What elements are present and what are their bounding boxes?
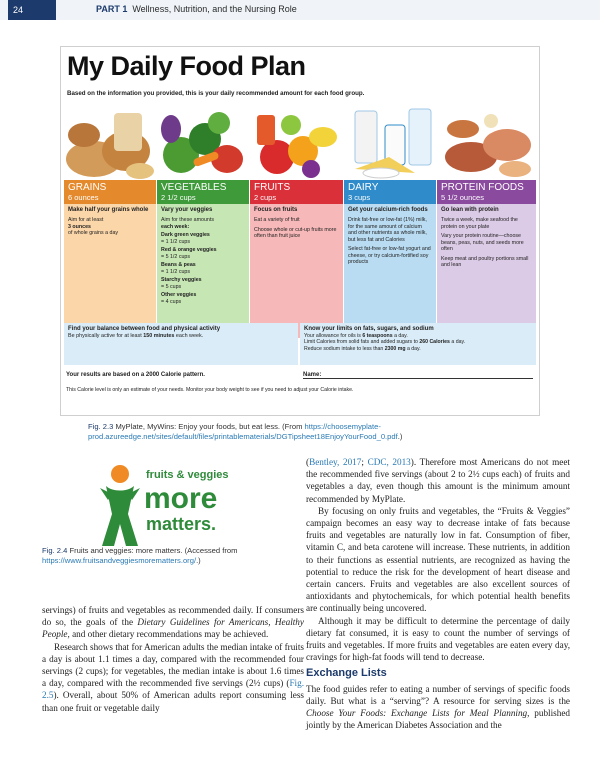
advice-line: 3 ounces <box>68 223 91 230</box>
left-column-text <box>42 604 304 714</box>
estimate-note: This Calorie level is only an estimate of your needs. Monitor your body weight to see if you need to adjust your Calorie intake. <box>66 387 354 393</box>
food-group-amount: 5 1/2 ounces <box>441 193 484 202</box>
balance-text: Be physically active for at least 150 minutes each week. <box>68 333 204 339</box>
food-group-header <box>344 180 436 204</box>
food-group-columns <box>64 180 536 338</box>
advice-line: Make half your grains whole <box>68 207 149 213</box>
name-field: Name: <box>303 372 533 379</box>
right-paragraph-2: By focusing on only fruits and vegetables, the “Fruits & Veggies” campaign becomes an easy way to decrease intake of fats because fruits and vegetables are naturally low in fat. Consumption of fiber, vitamin C, and beta carotene will increase. These nutrients, in addition to their functions as essential nutrients, are recognized as having the potential to reduce the risk for the development of heart disease and certain cancers. Fruits and vegetables are also excellent sources of antioxidants and phytochemicals, for which potential health benefits are continually being uncovered. <box>306 505 570 614</box>
advice-line: Drink fat-free or low-fat (1%) milk, for the same amount of calcium and other nutrients as whole milk, but less fat and Calories <box>348 217 427 243</box>
food-group-advice <box>64 204 156 338</box>
advice-line: Vary your veggies <box>161 207 213 213</box>
food-group-header <box>250 180 343 204</box>
calorie-pattern: Your results are based on a 2000 Calorie pattern. <box>66 372 205 378</box>
advice-line: = 5 1/2 cups <box>161 253 191 260</box>
advice-line: Aim for these amounts <box>161 217 214 223</box>
grains-image <box>64 99 156 181</box>
left-paragraph-2: Research shows that for American adults the median intake of fruits a day is about 1.1 times a day, compared with the recommended four servings (2 cups); for vegetables, the median intake is about 1.6 times a day, compared with the recommended five servings (2½ cups) (Fig. 2.5). Overall, about 50% of American adults report consuming less than one fruit or vegetable daily <box>42 641 304 713</box>
advice-line: Aim for at least <box>68 217 104 223</box>
advice-line: Eat a variety of fruit <box>254 217 300 223</box>
food-group-header <box>437 180 536 204</box>
food-group-0 <box>64 180 156 338</box>
fig-2-4-label: Fig. 2.4 <box>42 546 68 555</box>
limits-oils: Your allowance for oils is 6 teaspoons a day. <box>304 332 408 339</box>
food-group-amount: 3 cups <box>348 193 371 202</box>
logo-line-1: fruits & veggies <box>146 469 229 481</box>
plan-subtitle: Based on the information you provided, this is your daily recommended amount for each food group. <box>67 90 365 97</box>
food-group-header <box>157 180 249 204</box>
food-group-advice <box>437 204 536 338</box>
advice-line: Choose whole or cut-up fruits more often than fruit juice <box>254 226 337 239</box>
fig-2-3-label: Fig. 2.3 <box>88 422 114 431</box>
limits-sodium: Reduce sodium intake to less than 2300 mg a day. <box>304 345 421 352</box>
advice-line: Vary your protein routine—choose beans, peas, nuts, and seeds more often <box>441 233 524 252</box>
vegetables-image <box>157 99 249 181</box>
food-group-2 <box>250 180 343 338</box>
plan-title: My Daily Food Plan <box>67 51 306 81</box>
ref-bentley[interactable]: Bentley, 2017 <box>309 457 362 467</box>
advice-line: Beans & peas <box>161 262 196 268</box>
food-group-3 <box>344 180 436 338</box>
food-group-amount: 6 ounces <box>68 193 99 202</box>
left-paragraph-1: servings) of fruits and vegetables as recommended daily. If consumers do so, the goals of the Dietary Guidelines for Americans, Healthy People, and other dietary recommendations may be achieved. <box>42 605 304 640</box>
dairy-image <box>345 99 437 181</box>
advice-line: Red & orange veggies <box>161 247 217 253</box>
advice-line: Get your calcium-rich foods <box>348 207 428 213</box>
food-group-name: FRUITS <box>254 182 291 193</box>
food-group-name: DAIRY <box>348 182 379 193</box>
fig-2-3-caption: Fig. 2.3 MyPlate, MyWins: Enjoy your foods, but eat less. (From https://choosemyplate-prod.azureedge.net/sites/default/files/printablematerials/DGTipsheet18EnjoyYourFood_0.pdf.) <box>88 422 403 441</box>
fig-2-4-caption: Fig. 2.4 Fruits and veggies: more matters. (Accessed from https://www.fruitsandveggiesmorematters.org/.) <box>42 546 238 565</box>
food-group-name: PROTEIN FOODS <box>441 182 524 193</box>
food-group-name: GRAINS <box>68 182 107 193</box>
right-paragraph-4: The food guides refer to eating a number of servings of specific foods daily. But what is a “serving”? A resource for serving sizes is the Choose Your Foods: Exchange Lists for Meal Planning, published jointly by the American Diabetes Association and the <box>306 683 570 731</box>
ref-cdc[interactable]: CDC, 2013 <box>367 457 411 467</box>
section-heading-exchange-lists: Exchange Lists <box>306 667 387 680</box>
advice-line: each week: <box>161 223 190 230</box>
advice-line: = 1 1/2 cups <box>161 238 191 245</box>
balance-title: Find your balance between food and physical activity <box>68 326 221 332</box>
advice-line: of whole grains a day <box>68 230 119 236</box>
limits-calories: Limit Calories from solid fats and added sugars to 260 Calories a day. <box>304 339 466 346</box>
food-group-amount: 2 cups <box>254 193 277 202</box>
right-column-text <box>306 456 570 731</box>
fruits-image <box>251 99 343 181</box>
fig-2-4-link[interactable]: https://www.fruitsandveggiesmorematters.org/ <box>42 556 197 565</box>
food-group-1 <box>157 180 249 338</box>
advice-line: Other veggies <box>161 292 197 298</box>
advice-line: Keep meat and poultry portions small and lean <box>441 255 529 268</box>
food-group-advice <box>250 204 343 338</box>
advice-line: Go lean with protein <box>441 207 499 213</box>
limits-title: Know your limits on fats, sugars, and sodium <box>304 326 434 332</box>
limits-box <box>300 323 536 365</box>
part-heading <box>96 4 297 14</box>
logo-line-2: more <box>144 482 218 515</box>
advice-line: = 5 cups <box>161 283 182 290</box>
advice-line: Twice a week, make seafood the protein on your plate <box>441 217 518 230</box>
fig-2-5-reference[interactable]: Fig. 2.5 <box>42 678 304 701</box>
page-number: 24 <box>8 0 56 20</box>
food-group-amount: 2 1/2 cups <box>161 193 196 202</box>
right-paragraph-3: Although it may be difficult to determine the percentage of daily dietary fat consumed, it is easy to count the number of servings of fruits and vegetables. If more fruits and vegetables are eaten every day, cravings for high-fat foods will tend to decrease. <box>306 615 570 663</box>
part-title: Wellness, Nutrition, and the Nursing Role <box>132 4 297 14</box>
food-group-header <box>64 180 156 204</box>
advice-line: Focus on fruits <box>254 207 298 213</box>
fig-2-3-link[interactable]: https://choosemyplate-prod.azureedge.net/sites/default/files/printablematerials/DGTipsheet18EnjoyYourFood_0.pdf <box>88 422 398 441</box>
food-group-name: VEGETABLES <box>161 182 227 193</box>
food-group-advice <box>157 204 249 338</box>
protein-image <box>439 99 537 181</box>
advice-line: Dark green veggies <box>161 232 210 238</box>
daily-food-plan-figure <box>60 46 540 416</box>
food-group-advice <box>344 204 436 338</box>
part-label: PART 1 <box>96 4 128 14</box>
running-header <box>0 0 600 20</box>
balance-box <box>64 323 298 365</box>
right-paragraph-1: (Bentley, 2017; CDC, 2013). Therefore most Americans do not meet the recommended five servings (about 2 to 2½ cups each) of fruits and vegetables a day, even though this amount is the minimum amount recommended by MyPlate. <box>306 457 570 504</box>
advice-line: Starchy veggies <box>161 277 202 283</box>
logo-line-3: matters. <box>146 514 217 534</box>
food-group-4 <box>437 180 536 338</box>
advice-line: = 1 1/2 cups <box>161 268 191 275</box>
fruits-veggies-logo <box>98 456 238 552</box>
advice-line: = 4 cups <box>161 298 182 305</box>
advice-line: Select fat-free or low-fat yogurt and cheese, or try calcium-fortified soy products <box>348 246 431 265</box>
